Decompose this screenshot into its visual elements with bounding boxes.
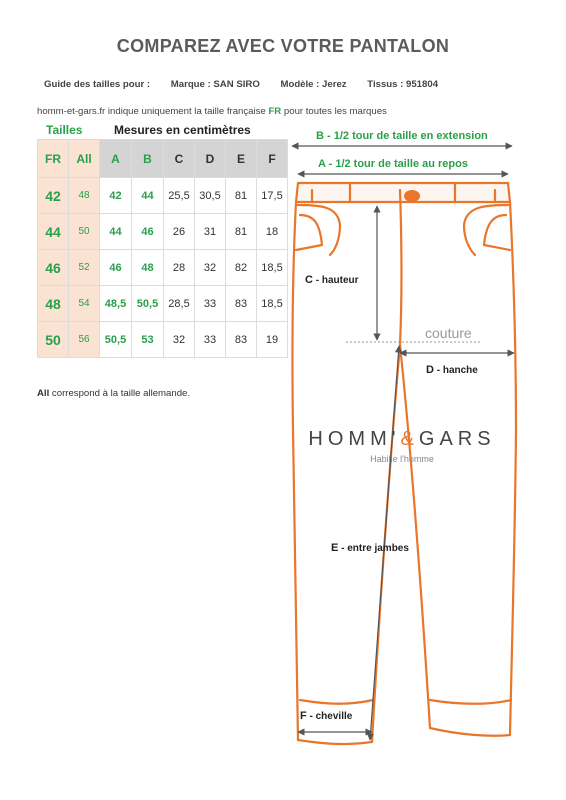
note-bold: All: [37, 388, 50, 399]
label-b-key: B: [316, 130, 324, 142]
logo-left: HOMM': [308, 428, 401, 450]
cell-all: 48: [69, 178, 100, 214]
label-c-key: C: [305, 274, 313, 286]
intro-fr: FR: [268, 106, 282, 117]
cell-c: 28,5: [164, 286, 195, 322]
measures-group-header: Mesures en centimètres: [114, 123, 251, 137]
label-a-key: A: [318, 158, 326, 170]
label-f-text: - cheville: [306, 711, 353, 722]
note-rest: correspond à la taille allemande.: [49, 388, 191, 399]
brand-logo: [308, 428, 495, 450]
header-a: A: [100, 140, 132, 178]
cell-a: 48,5: [100, 286, 132, 322]
cell-fr: 50: [38, 322, 69, 358]
cell-all: 52: [69, 250, 100, 286]
couture-label: couture: [425, 325, 472, 341]
label-d-key: D: [426, 364, 434, 376]
cell-c: 26: [164, 214, 195, 250]
cell-d: 30,5: [195, 178, 226, 214]
cell-e: 81: [226, 178, 257, 214]
cell-a: 44: [100, 214, 132, 250]
header-fr: FR: [38, 140, 69, 178]
button-icon: [404, 190, 420, 202]
cell-d: 31: [195, 214, 226, 250]
cell-b: 50,5: [132, 286, 164, 322]
label-f-key: F: [300, 710, 307, 722]
cell-all: 54: [69, 286, 100, 322]
label-c-text: - hauteur: [312, 275, 359, 286]
cell-a: 46: [100, 250, 132, 286]
cell-all: 50: [69, 214, 100, 250]
cell-f: 17,5: [257, 178, 288, 214]
label-e-text: - entre jambes: [338, 543, 409, 554]
header-c: C: [164, 140, 195, 178]
cell-e: 83: [226, 322, 257, 358]
guide-model: Modèle : Jerez: [280, 79, 347, 90]
cell-d: 33: [195, 286, 226, 322]
intro-after: pour toutes les marques: [281, 106, 387, 117]
label-a-text: - 1/2 tour de taille au repos: [325, 158, 468, 170]
label-b: [316, 130, 488, 142]
header-b: B: [132, 140, 164, 178]
cell-b: 53: [132, 322, 164, 358]
logo-amp: &: [400, 428, 419, 450]
cell-f: 18,5: [257, 250, 288, 286]
label-a: [318, 158, 468, 170]
cell-fr: 42: [38, 178, 69, 214]
cell-c: 25,5: [164, 178, 195, 214]
guide-brand: Marque : SAN SIRO: [170, 79, 260, 90]
label-f: [300, 710, 353, 722]
header-f: F: [257, 140, 288, 178]
cell-f: 18,5: [257, 286, 288, 322]
logo-right: GARS: [418, 428, 496, 450]
cell-b: 44: [132, 178, 164, 214]
cell-b: 46: [132, 214, 164, 250]
page-title: COMPAREZ AVEC VOTRE PANTALON: [116, 36, 450, 56]
cell-c: 28: [164, 250, 195, 286]
label-e-key: E: [331, 542, 339, 554]
cell-a: 50,5: [100, 322, 132, 358]
cell-f: 19: [257, 322, 288, 358]
label-e: [331, 542, 409, 554]
cell-e: 81: [226, 214, 257, 250]
label-c: [305, 274, 359, 286]
cell-d: 32: [195, 250, 226, 286]
cell-b: 48: [132, 250, 164, 286]
header-all: All: [69, 140, 100, 178]
sizes-group-header: Tailles: [46, 123, 83, 137]
cell-c: 32: [164, 322, 195, 358]
cell-d: 33: [195, 322, 226, 358]
cell-e: 83: [226, 286, 257, 322]
cell-a: 42: [100, 178, 132, 214]
cell-e: 82: [226, 250, 257, 286]
guide-label: Guide des tailles pour :: [44, 79, 151, 90]
brand-slogan: Habille l'homme: [370, 454, 434, 464]
header-e: E: [226, 140, 257, 178]
label-d-text: - hanche: [433, 365, 478, 376]
label-b-text: - 1/2 tour de taille en extension: [323, 130, 488, 142]
cell-fr: 46: [38, 250, 69, 286]
cell-f: 18: [257, 214, 288, 250]
cell-all: 56: [69, 322, 100, 358]
label-d: [426, 364, 478, 376]
cell-fr: 44: [38, 214, 69, 250]
header-d: D: [195, 140, 226, 178]
cell-fr: 48: [38, 286, 69, 322]
guide-fabric: Tissus : 951804: [367, 79, 439, 90]
intro-before: homm-et-gars.fr indique uniquement la taille française: [37, 106, 269, 117]
